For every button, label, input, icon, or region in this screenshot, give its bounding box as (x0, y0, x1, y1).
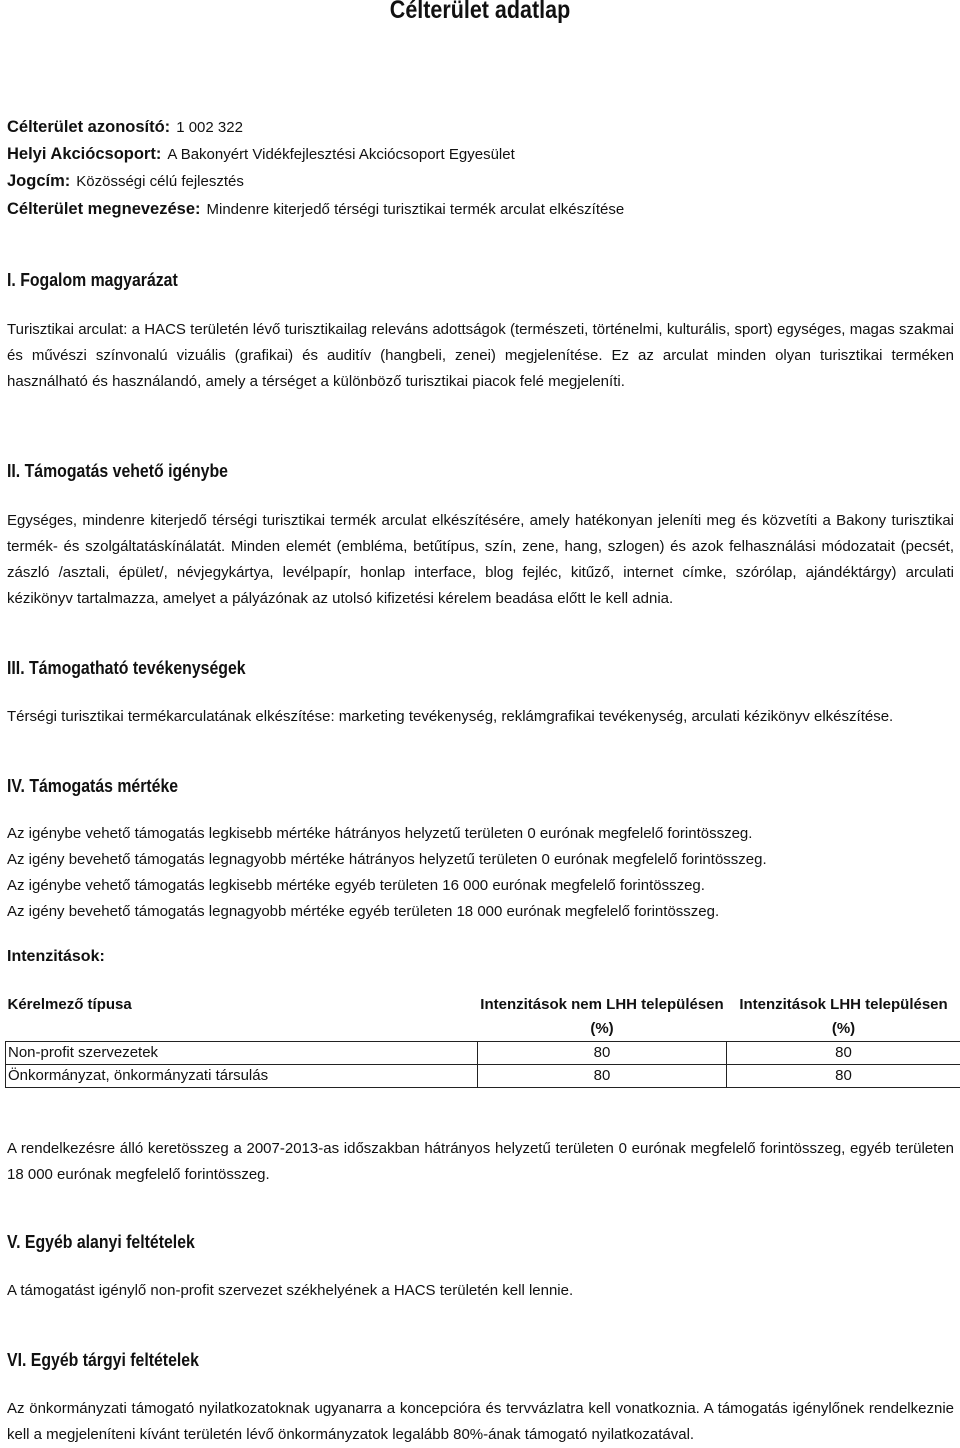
section-1-text: Turisztikai arculat: a HACS területén lévő turisztikailag releváns adottságok (természeti, történelmi, kulturális, sport) egységes, magas szakmai és művészi színvonalú vizuális (grafikai) és auditív (hangbeli, zenei) megjelenítése. Ez az arculat minden olyan turisztikai terméken használható és használandó, amely a térséget a különböző turisztikai piacok felé megjeleníti. (7, 317, 954, 395)
section-4-heading: IV. Támogatás mértéke (7, 776, 178, 797)
support-line: Az igénybe vehető támogatás legkisebb mértéke hátrányos helyzetű területen 0 eurónak megfelelő forintösszeg. (7, 825, 752, 842)
table-cell: 80 (727, 1042, 960, 1065)
meta-key: Jogcím: (7, 172, 70, 190)
meta-target-name (7, 200, 624, 219)
table-row (6, 1065, 960, 1088)
table-header: Kérelmező típusa (6, 993, 478, 1042)
section-6-text: Az önkormányzati támogató nyilatkozatoknak ugyanarra a koncepcióra és tervvázlatra kell vonatkoznia. A támogatás igénylőnek rendelkeznie kell a megjeleníteni kívánt területén lévő önkormányzatok legalább 80%-ának támogató nyilatkozatával. (7, 1396, 954, 1448)
table-header: Intenzitások LHH településen (%) (727, 993, 960, 1042)
section-3-text: Térségi turisztikai termékarculatának elkészítése: marketing tevékenység, reklámgrafikai tevékenység, arculati kézikönyv elkészítése. (7, 704, 954, 730)
meta-legal-title (7, 172, 244, 191)
section-2-text: Egységes, mindenre kiterjedő térségi turisztikai termék arculat elkészítésére, amely hatékonyan jeleníti meg és közvetíti a Bakony turisztikai termék- és szolgáltatáskínálatát. Minden elemét (embléma, betűtípus, szín, zene, hang, szlogen) és azok felhasználási módozatait (pecsét, zászló /asztali, épület/, névjegykártya, levélpapír, honlap interface, blog fejléc, kitűző, internet címke, szórólap, ajándéktárgy) arculati kézikönyv tartalmazza, amelyet a pályázónak az utolsó kifizetési kérelem beadása előtt le kell adnia. (7, 508, 954, 612)
meta-key: Célterület azonosító: (7, 118, 170, 136)
meta-action-group (7, 145, 515, 164)
meta-value: Közösségi célú fejlesztés (76, 173, 244, 190)
meta-value: A Bakonyért Vidékfejlesztési Akciócsoport Egyesület (167, 146, 514, 163)
meta-value: Mindenre kiterjedő térségi turisztikai termék arculat elkészítése (207, 201, 625, 218)
table-cell: Non-profit szervezetek (6, 1042, 478, 1065)
intensity-title: Intenzitások: (7, 948, 105, 966)
table-cell: 80 (727, 1065, 960, 1088)
table-cell: 80 (478, 1042, 727, 1065)
table-row (6, 1042, 960, 1065)
meta-value: 1 002 322 (176, 119, 243, 136)
section-3-heading: III. Támogatható tevékenységek (7, 658, 246, 679)
table-cell: 80 (478, 1065, 727, 1088)
intensity-table (5, 993, 960, 1088)
section-1-heading: I. Fogalom magyarázat (7, 270, 178, 291)
meta-key: Célterület megnevezése: (7, 200, 201, 218)
section-2-heading: II. Támogatás vehető igénybe (7, 461, 228, 482)
section-5-text: A támogatást igénylő non-profit szervezet székhelyének a HACS területén kell lennie. (7, 1278, 954, 1304)
budget-text: A rendelkezésre álló keretösszeg a 2007-2013-as időszakban hátrányos helyzetű területen 0 eurónak megfelelő forintösszeg, egyéb területen 18 000 eurónak megfelelő forintösszeg. (7, 1136, 954, 1188)
table-header-row (6, 993, 960, 1042)
support-line: Az igénybe vehető támogatás legkisebb mértéke egyéb területen 16 000 eurónak megfelelő forintösszeg. (7, 877, 705, 894)
section-5-heading: V. Egyéb alanyi feltételek (7, 1232, 195, 1253)
support-line: Az igény bevehető támogatás legnagyobb mértéke hátrányos helyzetű területen 0 eurónak megfelelő forintösszeg. (7, 851, 767, 868)
table-cell: Önkormányzat, önkormányzati társulás (6, 1065, 478, 1088)
meta-target-id (7, 118, 243, 137)
support-line: Az igény bevehető támogatás legnagyobb mértéke egyéb területen 18 000 eurónak megfelelő forintösszeg. (7, 903, 719, 920)
page-title: Célterület adatlap (67, 0, 893, 25)
meta-key: Helyi Akciócsoport: (7, 145, 161, 163)
section-6-heading: VI. Egyéb tárgyi feltételek (7, 1350, 199, 1371)
table-header: Intenzitások nem LHH településen (%) (478, 993, 727, 1042)
